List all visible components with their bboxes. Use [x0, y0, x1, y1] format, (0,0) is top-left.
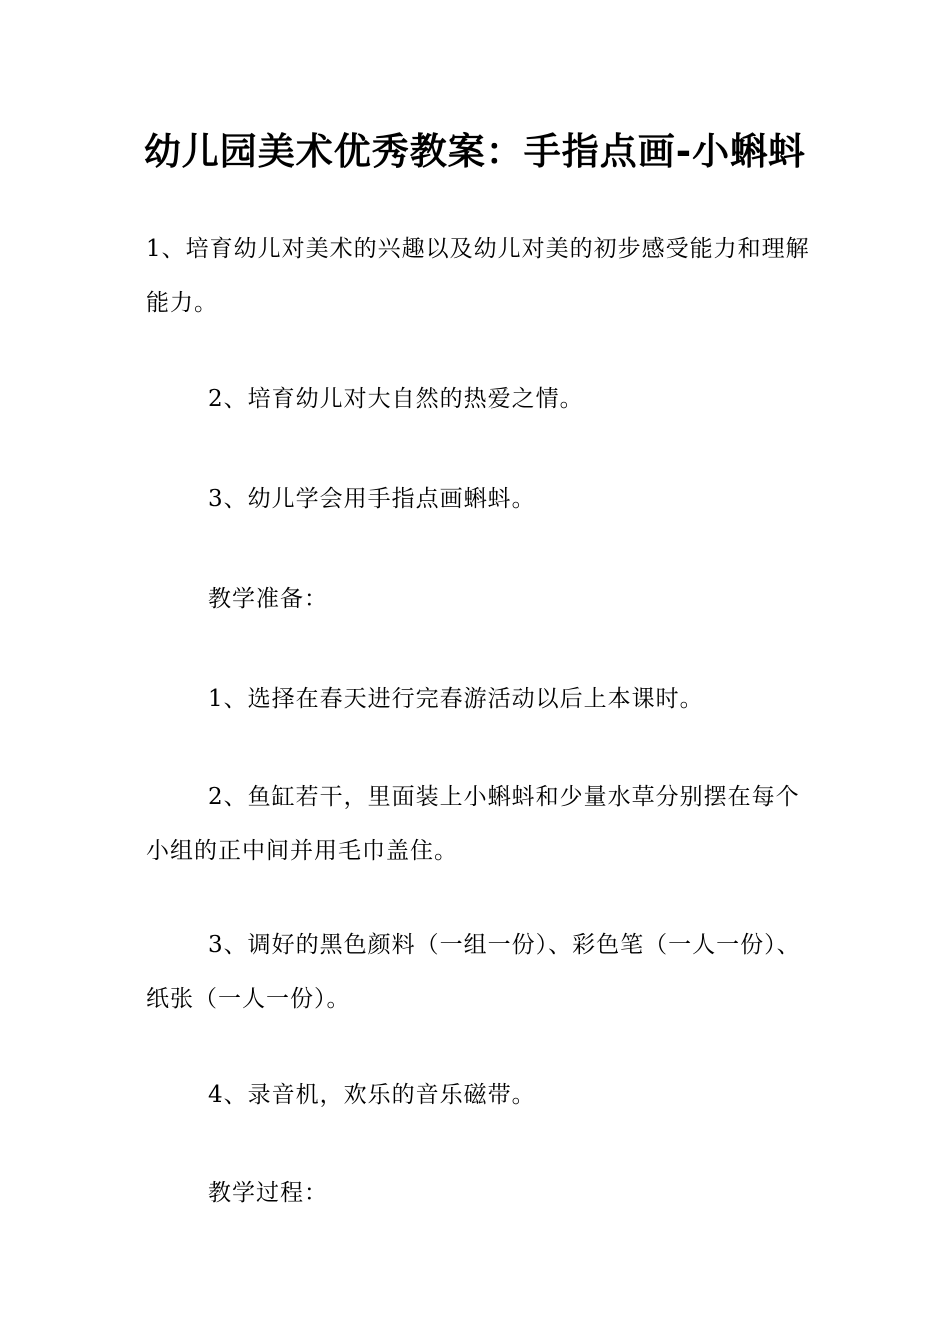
section-heading-preparation: 教学准备： — [208, 586, 328, 612]
paragraph-prep-1: 1、选择在春天进行完春游活动以后上本课时。 — [208, 686, 704, 712]
paragraph-prep-2: 2、鱼缸若干，里面装上小蝌蚪和少量水草分别摆在每个小组的正中间并用毛巾盖住。 — [146, 784, 800, 864]
paragraph-goal-2: 2、培育幼儿对大自然的热爱之情。 — [208, 386, 584, 412]
section-heading-process: 教学过程： — [208, 1180, 328, 1206]
paragraph-goal-1: 1、培育幼儿对美术的兴趣以及幼儿对美的初步感受能力和理解能力。 — [146, 236, 810, 316]
document-title: 幼儿园美术优秀教案：手指点画-小蝌蚪 — [143, 130, 807, 173]
paragraph-goal-3: 3、幼儿学会用手指点画蝌蚪。 — [208, 486, 536, 512]
paragraph-prep-4: 4、录音机，欢乐的音乐磁带。 — [208, 1082, 536, 1108]
paragraph-prep-3: 3、调好的黑色颜料（一组一份）、彩色笔（一人一份）、纸张（一人一份）。 — [146, 932, 801, 1012]
